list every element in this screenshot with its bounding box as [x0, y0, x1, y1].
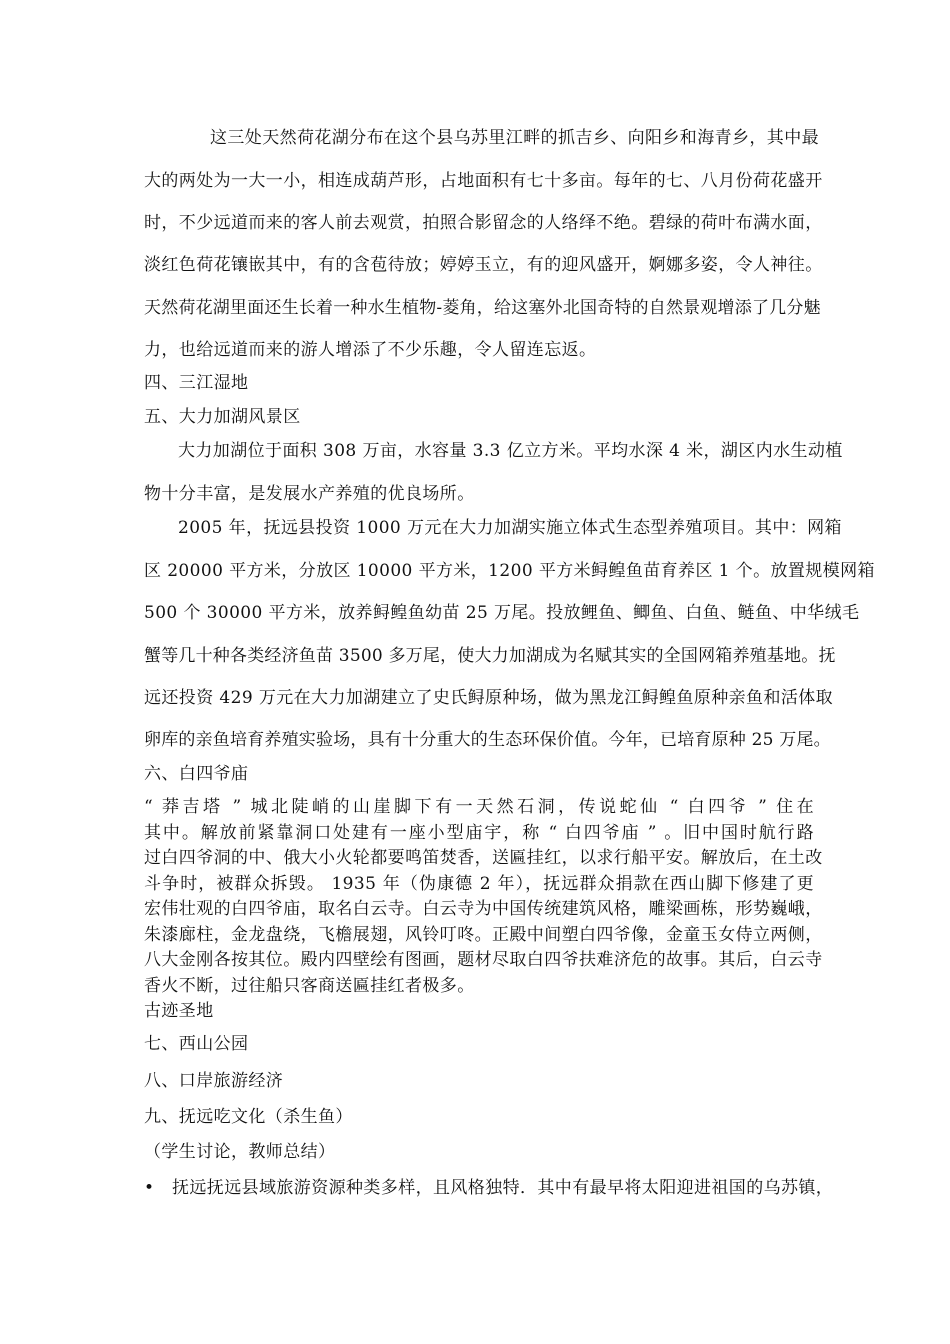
section-heading: 七、西山公园	[144, 1034, 249, 1054]
lotus-paragraph-line: 淡红色荷花镶嵌其中，有的含苞待放；婷婷玉立，有的迎风盛开，婀娜多姿，令人神往。	[144, 255, 823, 275]
dalijia-paragraph-line: 区 20000 平方米，分放区 10000 平方米，1200 平方米鲟鳇鱼苗育养区 1 个。放置规模网箱	[144, 561, 875, 581]
section-heading: 五、大力加湖风景区	[144, 407, 301, 427]
lotus-paragraph-line: 力，也给远道而来的游人增添了不少乐趣，令人留连忘返。	[144, 340, 597, 360]
dalijia-paragraph-line: 大力加湖位于面积 308 万亩，水容量 3.3 亿立方米。平均水深 4 米，湖区内水生动植	[178, 441, 843, 461]
lotus-paragraph-line: 这三处天然荷花湖分布在这个县乌苏里江畔的抓吉乡、向阳乡和海青乡，其中最	[210, 128, 819, 148]
dalijia-paragraph-line: 2005 年，抚远县投资 1000 万元在大力加湖实施立体式生态型养殖项目。其中：网箱	[178, 518, 842, 538]
section-heading: 六、白四爷庙	[144, 764, 249, 784]
dalijia-paragraph-line: 蟹等几十种各类经济鱼苗 3500 多万尾，使大力加湖成为名赋其实的全国网箱养殖基地。抚	[144, 646, 836, 666]
lotus-paragraph-line: 大的两处为一大一小，相连成葫芦形，占地面积有七十多亩。每年的七、八月份荷花盛开	[144, 171, 823, 191]
lotus-paragraph-line: 天然荷花湖里面还生长着一种水生植物-菱角，给这塞外北国奇特的自然景观增添了几分魅	[144, 298, 821, 318]
section-heading: 九、抚远吃文化（杀生鱼）	[144, 1107, 353, 1127]
dalijia-paragraph-line: 物十分丰富，是发展水产养殖的优良场所。	[144, 484, 475, 504]
temple-paragraph-line: 过白四爷洞的中、俄大小火轮都要鸣笛焚香，送匾挂红，以求行船平安。解放后，在土改	[144, 848, 823, 868]
dalijia-paragraph-line: 远还投资 429 万元在大力加湖建立了史氏鲟原种场，做为黑龙江鲟鳇鱼原种亲鱼和活体取	[144, 688, 834, 708]
temple-paragraph-line: 八大金刚各按其位。殿内四壁绘有图画，题材尽取白四爷扶难济危的故事。其后，白云寺	[144, 950, 823, 970]
section-heading: 四、三江湿地	[144, 373, 249, 393]
dalijia-paragraph-line: 500 个 30000 平方米，放养鲟鳇鱼幼苗 25 万尾。投放鲤鱼、鲫鱼、白鱼、鲢鱼、中华绒毛	[144, 603, 860, 623]
lotus-paragraph-line: 时，不少远道而来的客人前去观赏，拍照合影留念的人络绎不绝。碧绿的荷叶布满水面，	[144, 213, 823, 233]
discussion-note: （学生讨论，教师总结）	[144, 1142, 336, 1162]
temple-paragraph-line: 斗争时，被群众拆毁。 1935 年（伪康德 2 年），抚远群众捐款在西山脚下修建了更	[144, 874, 814, 894]
temple-paragraph-line: 香火不断，过往船只客商送匾挂红者极多。	[144, 976, 475, 996]
section-heading: 八、口岸旅游经济	[144, 1071, 284, 1091]
temple-paragraph-line: 其中。解放前紧靠洞口处建有一座小型庙宇，称 “ 白四爷庙 ” 。旧中国时航行路	[144, 823, 814, 843]
bullet-text: 抚远抚远县域旅游资源种类多样，且风格独特．其中有最早将太阳迎进祖国的乌苏镇，	[172, 1178, 834, 1198]
temple-paragraph-line: 宏伟壮观的白四爷庙，取名白云寺。白云寺为中国传统建筑风格，雕梁画栋，形势巍峨，	[144, 899, 823, 919]
temple-paragraph-line: 朱漆廊柱，金龙盘绕，飞檐展翅，风铃叮咚。正殿中间塑白四爷像，金童玉女侍立两侧，	[144, 925, 823, 945]
ancient-sites-label: 古迹圣地	[144, 1001, 214, 1021]
dalijia-paragraph-line: 卵库的亲鱼培育养殖实验场，具有十分重大的生态环保价值。今年，已培育原种 25 万尾。	[144, 730, 831, 750]
temple-paragraph-line: “ 莽吉塔 ” 城北陡峭的山崖脚下有一天然石洞，传说蛇仙 “ 白四爷 ” 住在	[144, 797, 814, 817]
bullet-icon: •	[144, 1178, 155, 1198]
